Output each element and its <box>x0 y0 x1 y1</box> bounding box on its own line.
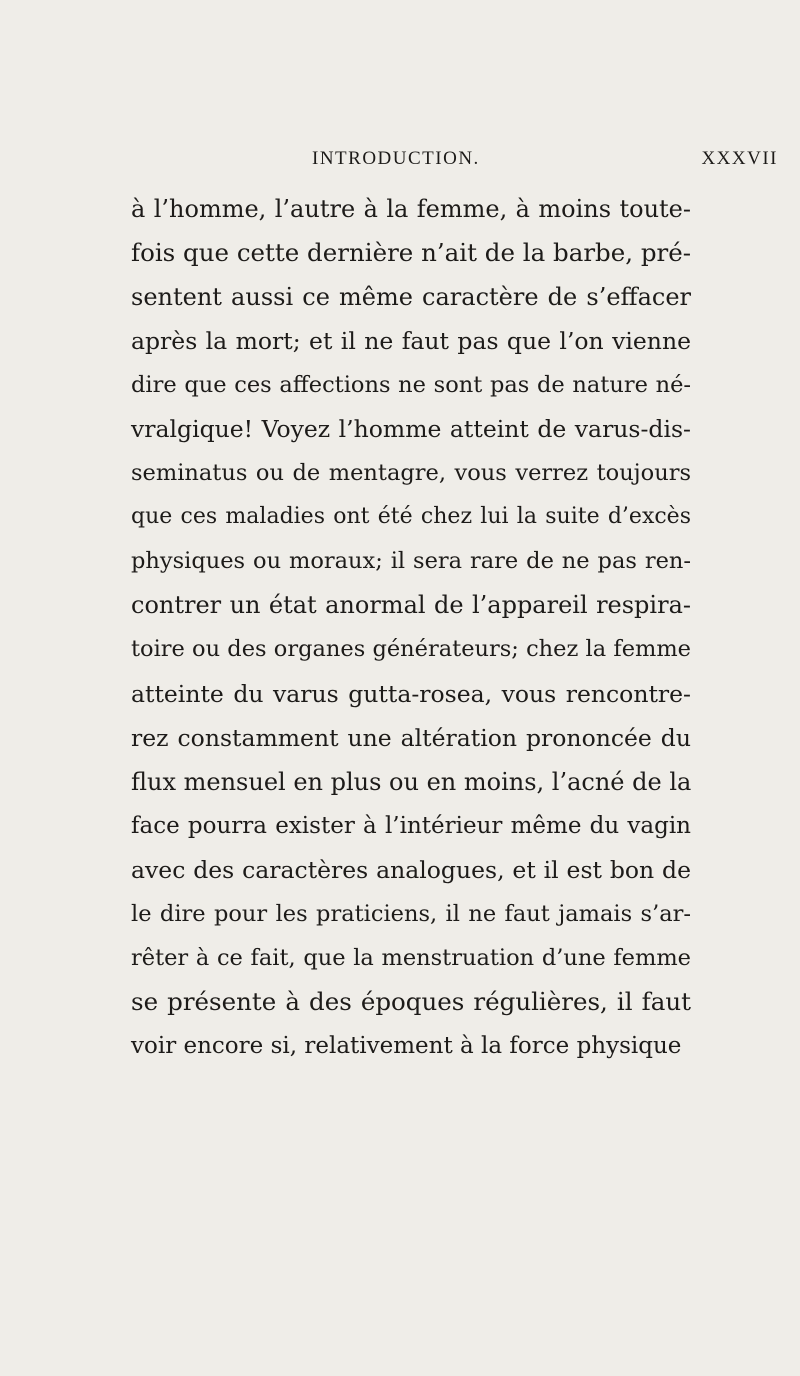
text-line: rêter à ce fait, que la menstruation d’une femme <box>131 944 691 971</box>
chapter-title: INTRODUCTION. <box>312 148 480 169</box>
text-line: le dire pour les praticiens, il ne faut jamais s’ar- <box>131 900 691 927</box>
text-line: à l’homme, l’autre à la femme, à moins toute- <box>131 195 691 223</box>
text-line: seminatus ou de mentagre, vous verrez toujours <box>131 460 691 487</box>
text-line: se présente à des époques régulières, il faut <box>131 986 691 1016</box>
text-line: atteinte du varus gutta-rosea, vous rencontre- <box>131 679 691 708</box>
page-number: XXXVII <box>701 148 778 169</box>
running-head <box>246 148 782 172</box>
text-line: dire que ces affections ne sont pas de nature né- <box>131 372 691 399</box>
text-line: que ces maladies ont été chez lui la suite d’excès <box>131 504 691 530</box>
text-line: physiques ou moraux; il sera rare de ne pas ren- <box>131 548 691 575</box>
text-line: contrer un état anormal de l’appareil respira- <box>131 591 691 620</box>
text-line: voir encore si, relativement à la force physique <box>131 1032 682 1059</box>
body-text <box>131 187 691 1068</box>
text-line: toire ou des organes générateurs; chez la femme <box>131 636 691 663</box>
text-line: après la mort; et il ne faut pas que l’on vienne <box>131 327 691 356</box>
text-line: vralgique! Voyez l’homme atteint de varus-dis- <box>131 415 691 444</box>
text-line: flux mensuel en plus ou en moins, l’acné de la <box>131 767 692 796</box>
text-line: fois que cette dernière n’ait de la barbe, pré- <box>131 238 691 268</box>
text-line: avec des caractères analogues, et il est bon de <box>131 855 691 884</box>
text-line: sentent aussi ce même caractère de s’effacer <box>131 283 691 312</box>
text-line: face pourra exister à l’intérieur même du vagin <box>131 812 691 839</box>
text-line: rez constamment une altération prononcée du <box>131 723 691 752</box>
